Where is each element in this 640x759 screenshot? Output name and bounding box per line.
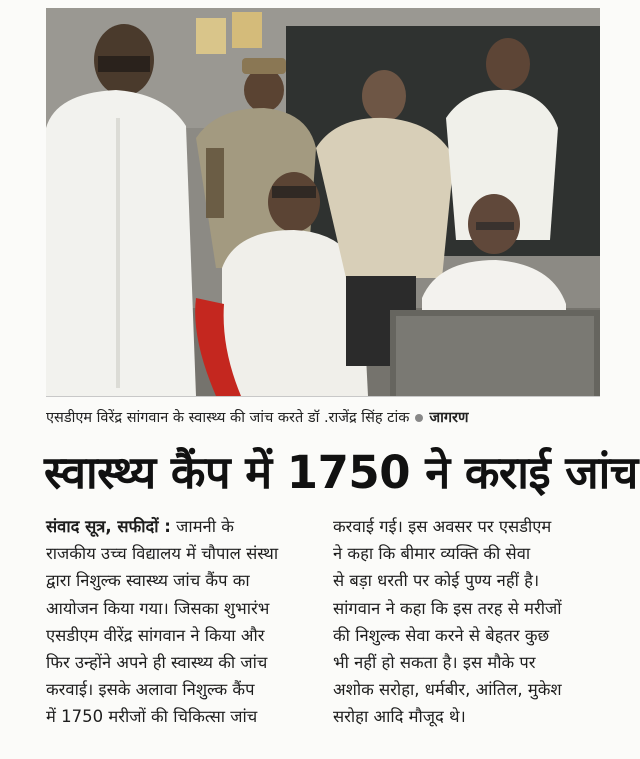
article-line: राजकीय उच्च विद्यालय में चौपाल संस्था	[46, 544, 279, 564]
article-column-left	[46, 513, 324, 731]
article-line: अशोक सरोहा, धर्मबीर, आंतिल, मुकेश	[333, 680, 562, 700]
news-photo	[46, 8, 600, 396]
article-line: भी नहीं हो सकता है। इस मौके पर	[333, 653, 536, 673]
article-line: ने कहा कि बीमार व्यक्ति की सेवा	[333, 544, 531, 564]
photo-caption	[46, 405, 606, 431]
article-line: आयोजन किया गया। जिसका शुभारंभ	[46, 598, 270, 618]
article-line: करवाई गई। इस अवसर पर एसडीएम	[333, 517, 552, 536]
photo-divider	[46, 396, 600, 397]
dateline: संवाद सूत्र, सफीदों :	[46, 517, 171, 536]
headline: स्वास्थ्य कैंप में 1750 ने कराई जांच	[44, 446, 638, 499]
article-line: फिर उन्होंने अपने ही स्वास्थ्य की जांच	[46, 653, 268, 673]
article-column-right	[333, 513, 611, 731]
article-line: द्वारा निशुल्क स्वास्थ्य जांच कैंप का	[46, 571, 250, 591]
article-line: करवाई। इसके अलावा निशुल्क कैंप	[46, 680, 255, 700]
article-line: सांगवान ने कहा कि इस तरह से मरीजों	[333, 598, 562, 618]
bullet-icon	[415, 414, 423, 422]
caption-text: एसडीएम विरेंद्र सांगवान के स्वास्थ्य की जांच करते डॉ .राजेंद्र सिंह टांक	[46, 410, 410, 426]
article-line: की निशुल्क सेवा करने से बेहतर कुछ	[333, 625, 550, 645]
article-line	[46, 513, 324, 540]
article-line: से बड़ा धरती पर कोई पुण्य नहीं है।	[333, 571, 540, 591]
article-text: जामनी के	[176, 517, 234, 536]
article-line: में 1750 मरीजों की चिकित्सा जांच	[46, 707, 258, 727]
article-line: एसडीएम वीरेंद्र सांगवान ने किया और	[46, 625, 265, 645]
article-line: सरोहा आदि मौजूद थे।	[333, 707, 466, 727]
caption-source: जागरण	[429, 410, 469, 426]
